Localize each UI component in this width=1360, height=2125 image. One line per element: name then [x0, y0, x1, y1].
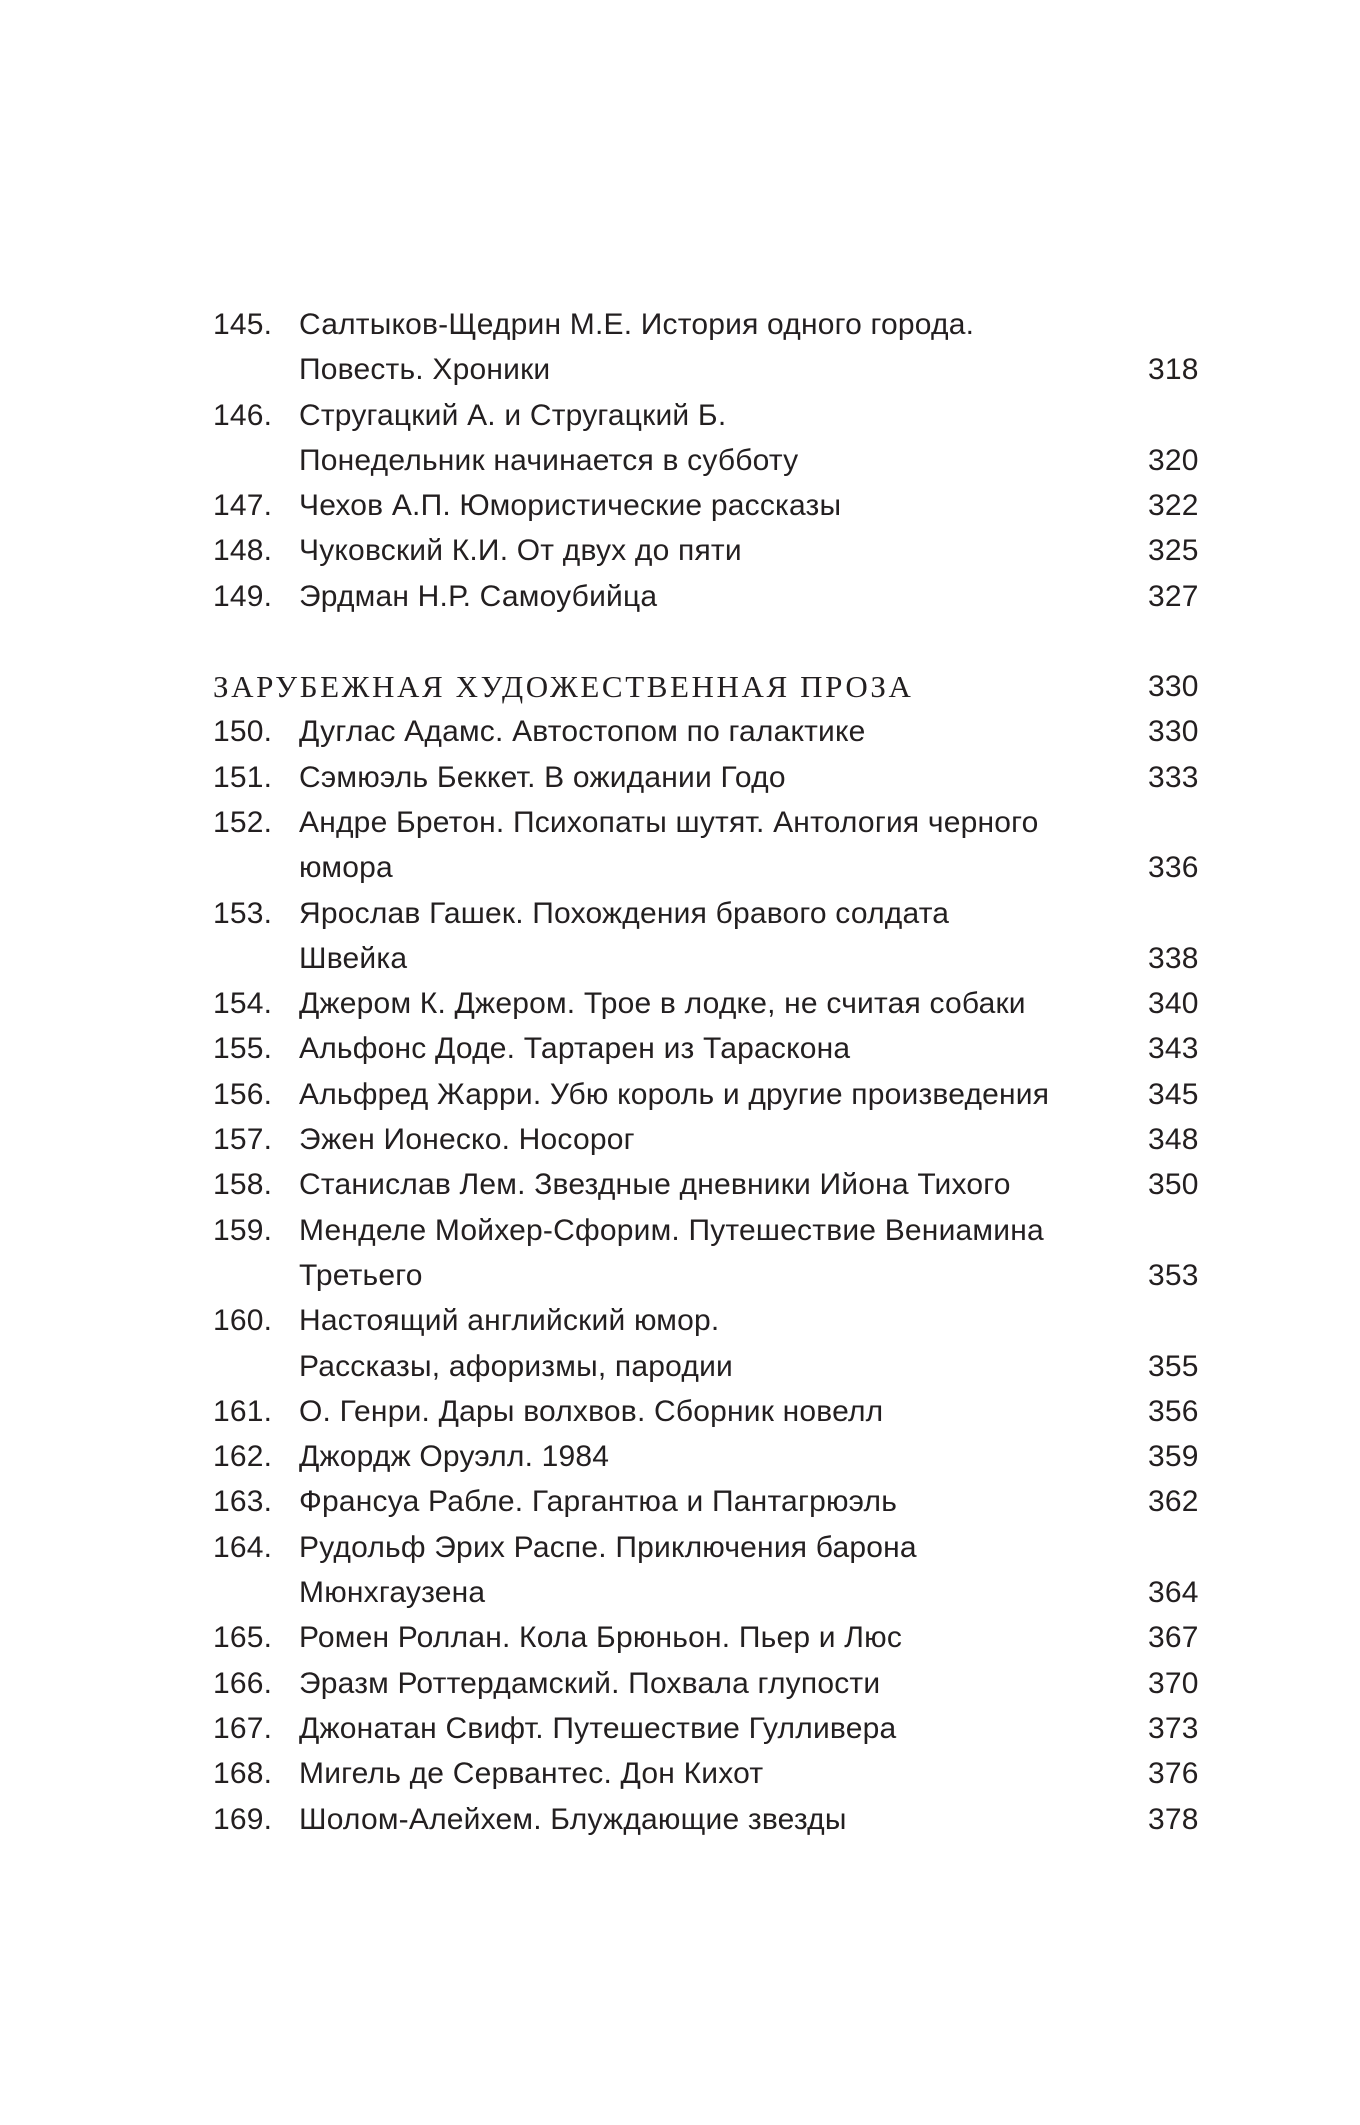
entry-number: 169. — [213, 1802, 273, 1836]
entry-page-number: 320 — [1148, 443, 1199, 477]
toc-entry — [213, 1661, 1208, 1706]
toc-list-foreign — [213, 709, 1208, 1841]
entry-number: 166. — [213, 1666, 273, 1700]
entry-page-number: 348 — [1148, 1123, 1199, 1157]
entry-number: 145. — [213, 308, 273, 341]
entry-title: Франсуа Рабле. Гаргантюа и Пантагрюэль — [299, 1485, 898, 1519]
entry-title: Джордж Оруэлл. 1984 — [299, 1440, 610, 1474]
toc-entry — [213, 1117, 1208, 1162]
entry-page-number: 367 — [1148, 1621, 1199, 1655]
entry-title: Чуковский К.И. От двух до пяти — [299, 534, 742, 568]
entry-title: Настоящий английский юмор. Рассказы, афоризмы, пародии — [299, 1304, 733, 1383]
entry-title: Эрдман Н.Р. Самоубийца — [299, 579, 658, 613]
toc-entry — [213, 302, 1208, 393]
entry-title: Мигель де Сервантес. Дон Кихот — [299, 1757, 764, 1791]
entry-number: 163. — [213, 1485, 273, 1519]
entry-page-number: 359 — [1148, 1440, 1199, 1474]
entry-page-number: 364 — [1148, 1576, 1199, 1610]
toc-entry — [213, 1751, 1208, 1796]
entry-page-number: 318 — [1148, 353, 1199, 387]
toc-entry — [213, 1525, 1208, 1616]
toc-entry — [213, 1208, 1208, 1299]
section-gap — [213, 619, 1208, 664]
entry-number: 146. — [213, 398, 273, 432]
entry-number: 151. — [213, 760, 273, 794]
entry-number: 164. — [213, 1530, 273, 1564]
entry-page-number: 340 — [1148, 987, 1199, 1021]
entry-page-number: 362 — [1148, 1485, 1199, 1519]
toc-entry — [213, 1389, 1208, 1434]
entry-page-number: 327 — [1148, 579, 1199, 613]
entry-number: 147. — [213, 489, 273, 523]
entry-page-number: 378 — [1148, 1802, 1199, 1836]
toc-entry — [213, 1434, 1208, 1479]
entry-page-number: 325 — [1148, 534, 1199, 568]
entry-number: 160. — [213, 1304, 273, 1338]
entry-title: Эразм Роттердамский. Похвала глупости — [299, 1666, 881, 1700]
entry-number: 153. — [213, 896, 273, 930]
entry-number: 148. — [213, 534, 273, 568]
toc-entry — [213, 981, 1208, 1026]
entry-number: 158. — [213, 1168, 273, 1202]
toc-entry — [213, 1072, 1208, 1117]
entry-number: 155. — [213, 1032, 273, 1066]
entry-title: Чехов А.П. Юмористические рассказы — [299, 489, 842, 523]
entry-page-number: 353 — [1148, 1258, 1199, 1292]
entry-page-number: 355 — [1148, 1349, 1199, 1383]
entry-page-number: 350 — [1148, 1168, 1199, 1202]
entry-number: 165. — [213, 1621, 273, 1655]
toc-entry — [213, 709, 1208, 754]
toc-entry — [213, 1162, 1208, 1207]
entry-title: Салтыков-Щедрин М.Е. История одного города. Повесть. Хроники — [299, 308, 975, 387]
entry-title: О. Генри. Дары волхвов. Сборник новелл — [299, 1394, 884, 1428]
entry-title: Станислав Лем. Звездные дневники Ийона Тихого — [299, 1168, 1011, 1202]
toc-entry — [213, 1026, 1208, 1071]
entry-title: Джером К. Джером. Трое в лодке, не считая собаки — [299, 987, 1026, 1021]
entry-title: Сэмюэль Беккет. В ожидании Годо — [299, 760, 786, 794]
entry-title: Шолом-Алейхем. Блуждающие звезды — [299, 1802, 847, 1836]
entry-number: 159. — [213, 1213, 273, 1247]
entry-number: 150. — [213, 715, 273, 749]
entry-number: 149. — [213, 579, 273, 613]
table-of-contents — [213, 302, 1208, 1842]
entry-number: 168. — [213, 1757, 273, 1791]
toc-entry — [213, 483, 1208, 528]
entry-page-number: 338 — [1148, 941, 1199, 975]
section-heading: ЗАРУБЕЖНАЯ ХУДОЖЕСТВЕННАЯ ПРОЗА — [213, 669, 914, 705]
toc-entry — [213, 1797, 1208, 1842]
entry-page-number: 370 — [1148, 1666, 1199, 1700]
toc-entry — [213, 1479, 1208, 1524]
toc-list-russian — [213, 302, 1208, 619]
entry-title: Стругацкий А. и Стругацкий Б. Понедельник начинается в субботу — [299, 398, 799, 477]
section-page-number: 330 — [1148, 670, 1199, 704]
section-heading-row — [213, 664, 1208, 709]
toc-entry — [213, 1706, 1208, 1751]
entry-title: Джонатан Свифт. Путешествие Гулливера — [299, 1711, 897, 1745]
entry-title: Ярослав Гашек. Похождения бравого солдата Швейка — [299, 896, 950, 975]
entry-title: Рудольф Эрих Распе. Приключения барона Мюнхгаузена — [299, 1530, 917, 1610]
toc-entry — [213, 1615, 1208, 1660]
entry-number: 162. — [213, 1440, 273, 1474]
entry-title: Эжен Ионеско. Носорог — [299, 1123, 635, 1157]
entry-title: Андре Бретон. Психопаты шутят. Антология черного юмора — [299, 805, 1039, 885]
entry-page-number: 322 — [1148, 489, 1199, 523]
entry-number: 157. — [213, 1123, 273, 1157]
toc-entry — [213, 891, 1208, 982]
entry-number: 161. — [213, 1394, 273, 1428]
entry-page-number: 330 — [1148, 715, 1199, 749]
entry-number: 156. — [213, 1077, 273, 1111]
toc-entry — [213, 574, 1208, 619]
entry-title: Альфонс Доде. Тартарен из Тараскона — [299, 1032, 851, 1066]
entry-title: Менделе Мойхер-Сфорим. Путешествие Вениамина Третьего — [299, 1213, 1044, 1292]
entry-page-number: 373 — [1148, 1711, 1199, 1745]
toc-entry — [213, 755, 1208, 800]
entry-number: 152. — [213, 805, 273, 839]
toc-entry — [213, 528, 1208, 573]
entry-page-number: 356 — [1148, 1394, 1199, 1428]
entry-page-number: 333 — [1148, 760, 1199, 794]
entry-page-number: 336 — [1148, 851, 1199, 885]
entry-title: Ромен Роллан. Кола Брюньон. Пьер и Люс — [299, 1621, 903, 1655]
toc-entry — [213, 800, 1208, 891]
entry-page-number: 376 — [1148, 1757, 1199, 1791]
toc-entry — [213, 393, 1208, 484]
entry-number: 154. — [213, 987, 273, 1021]
entry-page-number: 345 — [1148, 1077, 1199, 1111]
entry-number: 167. — [213, 1711, 273, 1745]
entry-title: Альфред Жарри. Убю король и другие произведения — [299, 1077, 1050, 1111]
toc-entry — [213, 1298, 1208, 1389]
entry-page-number: 343 — [1148, 1032, 1199, 1066]
entry-title: Дуглас Адамс. Автостопом по галактике — [299, 715, 866, 749]
